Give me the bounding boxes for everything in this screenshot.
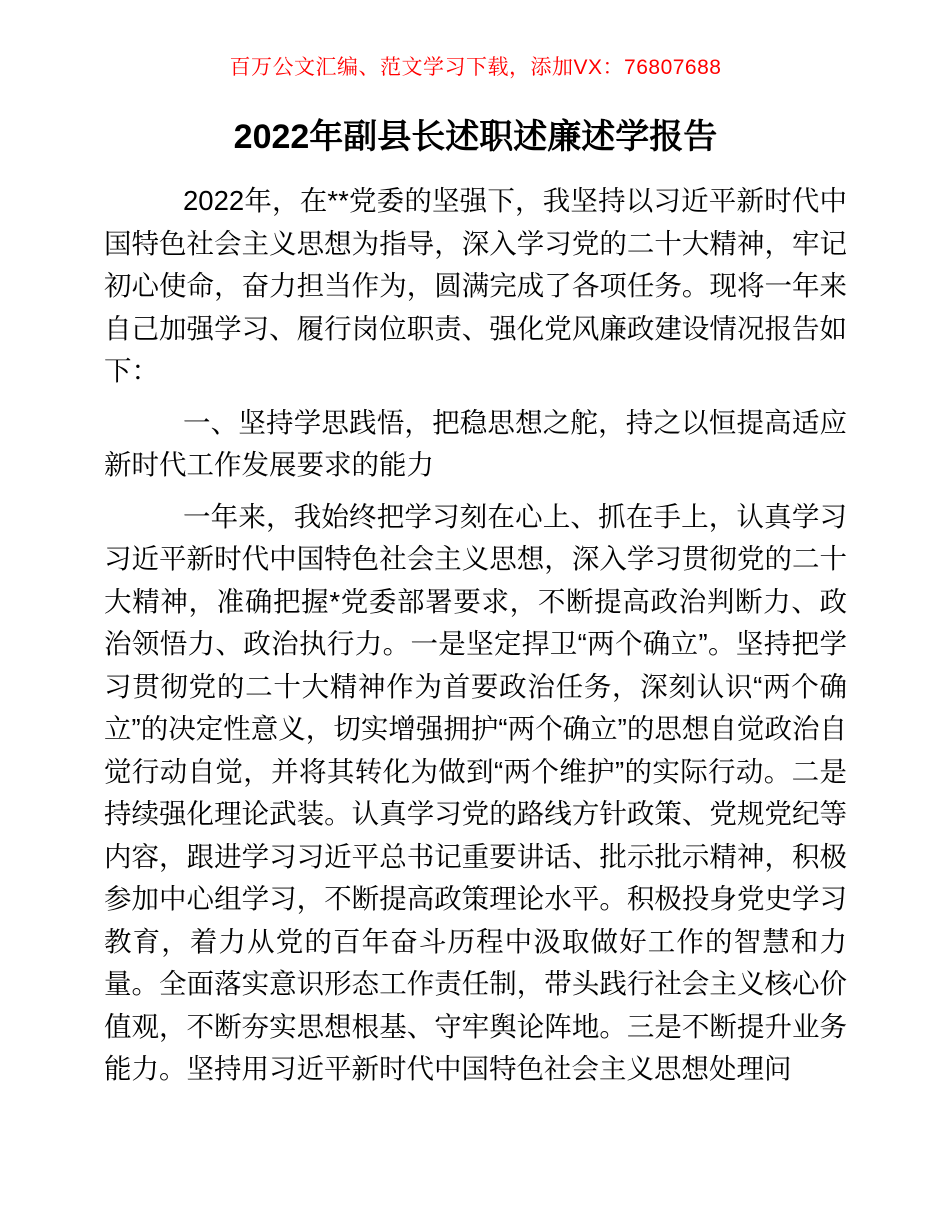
section-heading-1: 一、坚持学思践悟，把稳思想之舵，持之以恒提高适应新时代工作发展要求的能力 — [104, 406, 847, 480]
promo-header-text: 百万公文汇编、范文学习下载，添加VX：76807688 — [229, 56, 722, 79]
paragraph-intro: 2022年，在**党委的坚强下，我坚持以习近平新时代中国特色社会主义思想为指导，深入学习党的二十大精神，牢记初心使命，奋力担当作为，圆满完成了各项任务。现将一年来自己加强学习、履行岗位职责、强化党风廉政建设情况报告如下： — [104, 185, 847, 386]
document-title: 2022年副县长述职述廉述学报告 — [233, 118, 718, 156]
paragraph-section-1: 一年来，我始终把学习刻在心上、抓在手上，认真学习习近平新时代中国特色社会主义思想，深入学习贯彻党的二十大精神，准确把握*党委部署要求，不断提高政治判断力、政治领悟力、政治执行力。一是坚定捍卫“两个确立”。坚持把学习贯彻党的二十大精神作为首要政治任务，深刻认识“两个确立”的决定性意义，切实增强拥护“两个确立”的思想自觉政治自觉行动自觉，并将其转化为做到“两个维护”的实际行动。二是持续强化理论武装。认真学习党的路线方针政策、党规党纪等内容，跟进学习习近平总书记重要讲话、批示批示精神，积极参加中心组学习，不断提高政策理论水平。积极投身党史学习教育，着力从党的百年奋斗历程中汲取做好工作的智慧和力量。全面落实意识形态工作责任制，带头践行社会主义核心价值观，不断夯实思想根基、守牢舆论阵地。三是不断提升业务能力。坚持用习近平新时代中国特色社会主义思想处理问 — [104, 500, 847, 1084]
document-body — [104, 180, 847, 1091]
